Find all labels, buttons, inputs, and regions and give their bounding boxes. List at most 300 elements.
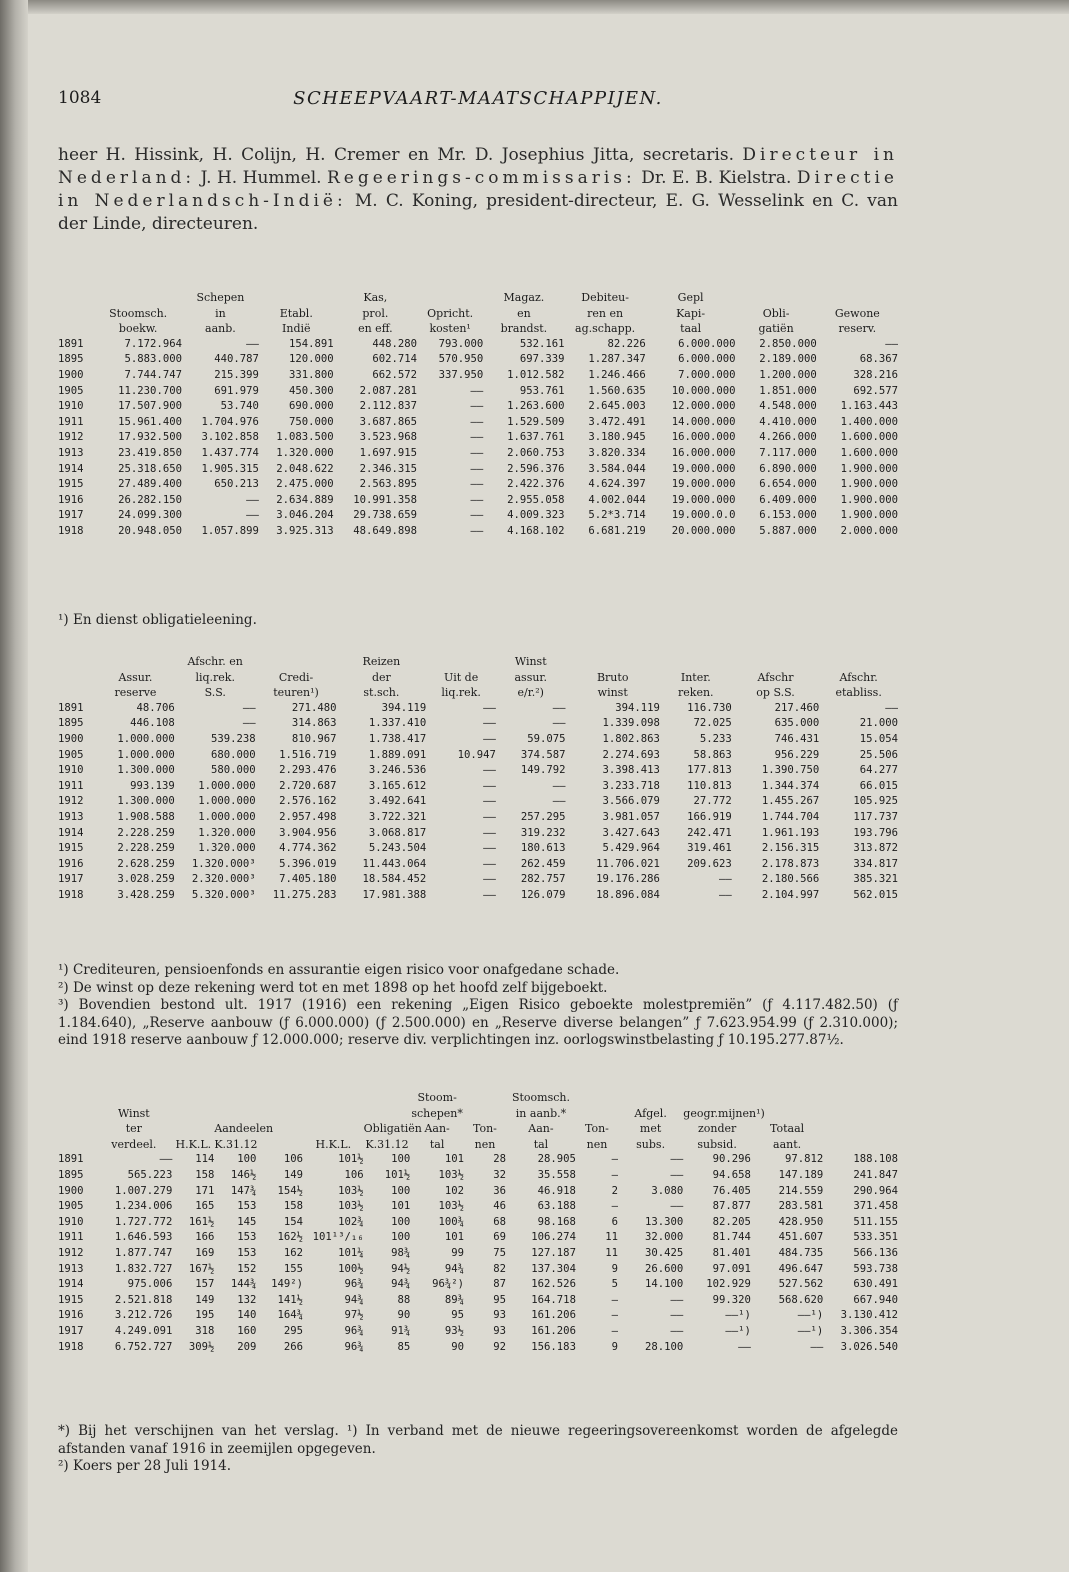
column-header: ter <box>125 1122 142 1136</box>
table-cell: 2.180.566 <box>761 873 820 886</box>
column-header: en eff. <box>358 322 393 336</box>
table-cell: 106 <box>344 1168 364 1181</box>
table-cell: 2.156.315 <box>761 842 820 855</box>
page-top-edge <box>28 0 1069 14</box>
column-header <box>256 1137 303 1153</box>
table-cell: 153 <box>237 1246 257 1259</box>
table-cell: 126.079 <box>520 888 566 901</box>
table-cell: 810.967 <box>291 732 337 745</box>
table-cell: 5.887.000 <box>759 524 817 537</box>
table1-header-row <box>58 290 898 306</box>
column-header: Ton- <box>584 1122 609 1136</box>
table-row <box>58 1230 898 1246</box>
table-cell: 496.647 <box>778 1262 824 1275</box>
table-cell: 11.230.700 <box>118 384 182 397</box>
table-cell: 319.461 <box>687 842 732 855</box>
table-cell: 2.293.476 <box>279 764 337 777</box>
table-cell: 100 <box>237 1153 257 1166</box>
table-cell: 5.2*3.714 <box>588 509 646 522</box>
table3-header-row <box>58 1137 898 1153</box>
year-cell: 1911 <box>58 779 84 792</box>
column-header: aant. <box>773 1137 802 1151</box>
table-cell: 209.623 <box>687 857 732 870</box>
table-cell: 4.002.044 <box>588 493 646 506</box>
table-cell: 1.163.443 <box>840 400 898 413</box>
table-cell: 1.851.000 <box>759 384 817 397</box>
table-cell: 120.000 <box>289 353 334 366</box>
column-header: Magaz. <box>503 291 545 304</box>
table-cell: 5.883.000 <box>124 353 182 366</box>
table-cell: — <box>611 1309 618 1322</box>
table-cell: 511.155 <box>853 1215 898 1228</box>
intro-text-2: J. H. Hummel. <box>200 168 322 188</box>
table-row <box>58 826 898 842</box>
table-cell: 2 <box>611 1184 618 1197</box>
table-cell: 28.100 <box>645 1340 684 1353</box>
table-cell: — <box>611 1200 618 1213</box>
table3-header-row <box>58 1090 898 1106</box>
table-cell: 1.000.000 <box>117 748 175 761</box>
table-cell: 95 <box>493 1293 506 1306</box>
table-cell: 2.274.693 <box>602 748 660 761</box>
column-header: K.31.12 <box>214 1137 258 1151</box>
year-cell: 1913 <box>58 446 84 459</box>
year-cell: 1891 <box>58 701 84 714</box>
table-cell: —— <box>483 888 496 901</box>
table-cell: 334.817 <box>853 857 898 870</box>
page-number: 1084 <box>58 88 102 108</box>
table-cell: 59.075 <box>527 732 566 745</box>
table-cell: 91¾ <box>391 1324 411 1337</box>
table-cell: 26.600 <box>645 1262 684 1275</box>
table-cell: 195 <box>195 1309 215 1322</box>
table-cell: 99 <box>451 1246 464 1259</box>
table-cell: 6.000.000 <box>678 353 736 366</box>
table-cell: 4.168.102 <box>507 524 565 537</box>
table-cell: 374.587 <box>520 748 566 761</box>
column-header <box>95 1090 172 1106</box>
table-cell: 85 <box>397 1340 411 1353</box>
year-cell: 1917 <box>58 1324 84 1337</box>
table-cell: 177.813 <box>687 764 732 777</box>
table-cell: 162.526 <box>531 1278 576 1291</box>
column-header <box>214 1090 256 1106</box>
table-cell: 750.000 <box>289 415 334 428</box>
column-header: taal <box>680 322 702 336</box>
table-cell: 11 <box>605 1246 618 1259</box>
table-cell: 10.947 <box>457 748 496 761</box>
table-cell: 4.009.323 <box>507 509 565 522</box>
column-header: liq.rek. <box>441 686 481 700</box>
table-row <box>58 415 898 431</box>
table-cell: 32 <box>493 1168 506 1181</box>
table-cell: 116.730 <box>687 701 732 714</box>
column-header: Winst <box>514 655 547 668</box>
table-row <box>58 1324 898 1340</box>
column-header: teuren¹) <box>273 686 319 700</box>
year-cell: 1913 <box>58 1262 84 1275</box>
table-cell: 3.472.491 <box>588 415 646 428</box>
table-cell: 11.706.021 <box>596 857 660 870</box>
table-cell: 6.890.000 <box>759 462 817 475</box>
table-cell: 3.130.412 <box>840 1309 898 1322</box>
table-cell: 1.900.000 <box>840 478 898 491</box>
table-cell: 451.607 <box>778 1231 824 1244</box>
column-header <box>58 1090 95 1106</box>
table-cell: 100¾ <box>438 1215 464 1228</box>
column-header <box>618 1090 683 1106</box>
table-cell: 539.238 <box>210 732 256 745</box>
table-cell: 19.176.286 <box>596 873 660 886</box>
column-header <box>732 654 820 670</box>
column-header: H.K.L. <box>315 1137 352 1151</box>
table-cell: 5.396.019 <box>279 857 337 870</box>
column-header: S.S. <box>204 686 226 700</box>
table-row <box>58 701 898 717</box>
table-cell: 7.000.000 <box>678 368 736 381</box>
table-cell: 94¾ <box>391 1278 411 1291</box>
year-cell: 1895 <box>58 717 84 730</box>
column-header: in aanb.* <box>515 1106 567 1120</box>
column-header <box>58 1137 95 1153</box>
column-header: Kas, <box>363 291 388 304</box>
table-cell: 14.000.000 <box>671 415 736 428</box>
table-cell: 319.232 <box>520 826 566 839</box>
table-cell: 3.492.641 <box>368 795 427 808</box>
table-cell: 1.300.000 <box>117 764 175 777</box>
year-cell: 1900 <box>58 1184 84 1197</box>
year-cell: 1916 <box>58 857 84 870</box>
table-cell: 337.950 <box>438 368 484 381</box>
table-row <box>58 841 898 857</box>
table2-header-row <box>58 685 898 701</box>
table-cell: 161.206 <box>531 1324 576 1337</box>
intro-label-2: Regeerings-commissaris: <box>327 168 636 188</box>
footnote-1 <box>58 612 898 630</box>
table-cell: 164.718 <box>531 1293 576 1306</box>
table-cell: 1.300.000 <box>117 795 175 808</box>
year-cell: 1914 <box>58 826 84 839</box>
table-cell: —— <box>483 717 496 730</box>
column-header <box>817 290 898 306</box>
table-cell: 19.000.0.0 <box>671 509 736 522</box>
table-cell: 69 <box>493 1231 506 1244</box>
table-cell: 1.263.600 <box>507 400 565 413</box>
table-cell: 1.889.091 <box>368 748 427 761</box>
table-row <box>58 810 898 826</box>
table-cell: 313.872 <box>853 842 898 855</box>
table1-header-row <box>58 306 898 322</box>
table-cell: 100 <box>391 1231 411 1244</box>
table-cell: 3.233.718 <box>602 779 660 792</box>
table-cell: —— <box>718 873 732 886</box>
table-cell: 101½ <box>384 1168 411 1181</box>
footnote-3-p1: *) Bij het verschijnen van het verslag. ¹) In verband met de nieuwe regeeringsovereenkomst worden de afgelegde afstanden vanaf 1916 in zeemijlen opgegeven. <box>58 1423 898 1457</box>
table-cell: 155 <box>283 1262 303 1275</box>
column-header: Winst <box>117 1106 150 1120</box>
column-header <box>426 654 496 670</box>
table-cell: 17.507.900 <box>118 400 182 413</box>
table-cell: 58.863 <box>693 748 732 761</box>
column-header: Gepl <box>677 291 704 304</box>
table-row <box>58 1215 898 1231</box>
table-cell: —— <box>483 826 496 839</box>
column-header: Stoom- <box>417 1091 457 1104</box>
table-cell: 2.596.376 <box>507 462 565 475</box>
year-cell: 1917 <box>58 873 84 886</box>
column-header: Indië <box>282 322 311 336</box>
table-cell: 1.832.727 <box>114 1262 173 1275</box>
table-cell: 100½ <box>338 1262 364 1275</box>
table-cell: 3.687.865 <box>359 415 418 428</box>
table-cell: 4.249.091 <box>114 1324 173 1337</box>
table-cell: 102¾ <box>338 1215 364 1228</box>
table-cell: 1.877.747 <box>114 1246 173 1259</box>
year-cell: 1918 <box>58 1340 84 1353</box>
table-cell: 106.274 <box>531 1231 576 1244</box>
year-cell: 1917 <box>58 509 84 522</box>
column-header <box>683 1090 751 1106</box>
column-header: Aan- <box>424 1122 450 1136</box>
table-cell: 3.246.536 <box>368 764 427 777</box>
table-cell: 158 <box>283 1200 303 1213</box>
table-cell: 650.213 <box>214 478 259 491</box>
table-cell: 1.012.582 <box>507 368 565 381</box>
table-cell: 188.108 <box>853 1153 898 1166</box>
table-cell: —— <box>738 1340 751 1353</box>
table-cell: 100 <box>391 1215 411 1228</box>
table-cell: 257.295 <box>520 810 566 823</box>
year-cell: 1910 <box>58 1215 84 1228</box>
table-cell: 1.246.466 <box>588 368 646 381</box>
year-cell: 1891 <box>58 1153 84 1166</box>
column-header: aanb. <box>205 322 236 336</box>
column-header <box>259 290 334 306</box>
table-cell: 242.471 <box>687 826 732 839</box>
table-cell: 110.813 <box>687 779 732 792</box>
table-cell: 96¾ <box>344 1324 364 1337</box>
column-header: Afgel. <box>634 1106 667 1120</box>
table-row <box>58 477 898 493</box>
table-cell: 1.646.593 <box>114 1231 173 1244</box>
table-cell: 21.000 <box>859 717 898 730</box>
table-row <box>58 524 898 540</box>
column-header: verdeel. <box>111 1137 157 1151</box>
table-cell: 94¾ <box>444 1262 464 1275</box>
column-header: assur. <box>514 670 547 684</box>
year-cell: 1905 <box>58 384 84 397</box>
table-cell: 25.318.650 <box>118 462 182 475</box>
year-cell: 1911 <box>58 1231 84 1244</box>
table-cell: 448.280 <box>372 337 418 350</box>
column-header <box>58 654 96 670</box>
table-cell: 94¾ <box>344 1293 364 1306</box>
table-cell: 103½ <box>338 1200 364 1213</box>
table-cell: 105.925 <box>853 795 898 808</box>
table-cell: 1.900.000 <box>840 462 898 475</box>
table-cell: 3.306.354 <box>840 1324 898 1337</box>
column-header <box>417 290 483 306</box>
year-cell: 1912 <box>58 1246 84 1259</box>
table-cell: 35.558 <box>537 1168 576 1181</box>
table-cell: 3.165.612 <box>368 779 427 792</box>
table-cell: 3.428.259 <box>117 888 175 901</box>
table-cell: 793.000 <box>438 337 484 350</box>
column-header <box>172 1090 214 1106</box>
table-cell: —— <box>483 857 496 870</box>
table-cell: 993.139 <box>130 779 175 792</box>
table-cell: 3.180.945 <box>588 431 646 444</box>
table-cell: —— <box>246 337 259 350</box>
column-header: op S.S. <box>756 686 795 700</box>
table-cell: 149 <box>195 1293 215 1306</box>
table-cell: 1.637.761 <box>507 431 565 444</box>
table-cell: 3.026.540 <box>840 1340 898 1353</box>
table-cell: 81.401 <box>712 1246 751 1259</box>
table-cell: —— <box>470 509 484 522</box>
table-cell: 89¾ <box>444 1293 464 1306</box>
column-header <box>735 290 816 306</box>
table-cell: —— <box>483 810 496 823</box>
table-cell: 27.489.400 <box>118 478 182 491</box>
column-header: Kapi- <box>676 306 706 320</box>
table-cell: 14.100 <box>645 1278 684 1291</box>
table-cell: 102.929 <box>706 1278 751 1291</box>
table-cell: —— <box>246 509 259 522</box>
table-row <box>58 446 898 462</box>
table-cell: 2.955.058 <box>507 493 565 506</box>
footnote-3 <box>58 1423 898 1476</box>
table-cell: 602.714 <box>372 353 418 366</box>
column-header: e/r.²) <box>517 686 544 700</box>
table-cell: 318 <box>195 1324 215 1337</box>
table-cell: 92 <box>493 1340 506 1353</box>
table-row <box>58 1308 898 1324</box>
column-header <box>256 654 337 670</box>
table-cell: 5.320.000³ <box>191 888 256 901</box>
table-row <box>58 1293 898 1309</box>
table-cell: 5 <box>611 1278 618 1291</box>
table-cell: 1.083.500 <box>276 431 334 444</box>
table-cell: —— <box>470 462 484 475</box>
column-header: in <box>215 306 226 320</box>
table-cell: 165 <box>195 1200 215 1213</box>
table-cell: 2.178.873 <box>761 857 820 870</box>
table-cell: 2.563.895 <box>359 478 418 491</box>
table-cell: 593.738 <box>853 1262 898 1275</box>
table-cell: 13.300 <box>645 1215 684 1228</box>
table-cell: 385.321 <box>853 873 898 886</box>
table-cell: 241.847 <box>853 1168 898 1181</box>
table-cell: 101½ <box>338 1153 364 1166</box>
table-cell: 1.000.000 <box>198 779 256 792</box>
table-row <box>58 872 898 888</box>
table-cell: 2.634.889 <box>276 493 334 506</box>
table-row <box>58 1152 898 1168</box>
table-cell: 76.405 <box>712 1184 751 1197</box>
year-cell: 1905 <box>58 1200 84 1213</box>
table-cell: —— <box>483 779 496 792</box>
table-cell: 10.991.358 <box>353 493 418 506</box>
table-cell: 166 <box>195 1231 215 1244</box>
year-cell: 1912 <box>58 431 84 444</box>
table-cell: 114 <box>195 1153 215 1166</box>
year-cell: 1915 <box>58 478 84 491</box>
table-cell: 1.400.000 <box>840 415 898 428</box>
table3-header-row <box>58 1121 898 1137</box>
table-cell: —— <box>483 764 496 777</box>
table1-header-row <box>58 321 898 337</box>
year-cell: 1910 <box>58 764 84 777</box>
table-cell: 4.624.397 <box>588 478 646 491</box>
table-cell: 96¾ <box>344 1340 364 1353</box>
table-row <box>58 1199 898 1215</box>
column-header: tal <box>429 1137 445 1151</box>
table-cell: —— <box>483 701 496 714</box>
column-header <box>172 1121 214 1137</box>
table-cell: 149.792 <box>520 764 566 777</box>
table-cell: —— <box>246 493 259 506</box>
table-cell: 95 <box>451 1309 464 1322</box>
table-cell: ——¹) <box>725 1324 751 1337</box>
table-row <box>58 493 898 509</box>
table-cell: 446.108 <box>130 717 175 730</box>
table-row <box>58 1184 898 1200</box>
table-cell: 98¾ <box>391 1246 411 1259</box>
column-header: liq.rek. <box>195 670 235 684</box>
table-cell: 394.119 <box>615 701 660 714</box>
table-cell: 2.087.281 <box>359 384 418 397</box>
table-cell: 12.000.000 <box>671 400 736 413</box>
column-header <box>58 1106 95 1122</box>
table-cell: 282.757 <box>520 873 566 886</box>
table-cell: 428.950 <box>778 1215 824 1228</box>
table-cell: 3.981.057 <box>602 810 660 823</box>
table-cell: 152 <box>237 1262 257 1275</box>
column-header: Obligatiën <box>363 1122 422 1136</box>
table-cell: 26.282.150 <box>118 493 182 506</box>
table-cell: 2.576.162 <box>279 795 337 808</box>
table-row <box>58 1277 898 1293</box>
table-cell: 99.320 <box>712 1293 751 1306</box>
table-cell: 271.480 <box>291 701 337 714</box>
column-header <box>58 685 96 701</box>
table-cell: 2.475.000 <box>276 478 334 491</box>
column-header: tal <box>533 1137 549 1151</box>
table-cell: 162½ <box>277 1231 303 1244</box>
table-cell: 30.425 <box>645 1246 684 1259</box>
table-cell: 570.950 <box>438 353 484 366</box>
table-row <box>58 1340 898 1356</box>
table-row <box>58 1262 898 1278</box>
table-cell: 7.172.964 <box>124 337 182 350</box>
table-cell: ——¹) <box>797 1324 824 1337</box>
table-cell: 46.918 <box>537 1184 576 1197</box>
table-cell: 2.060.753 <box>507 446 565 459</box>
column-header: Stoomsch. <box>511 1091 570 1104</box>
table-cell: 15.054 <box>859 732 898 745</box>
table-cell: 1.560.635 <box>588 384 646 397</box>
table-cell: 82.226 <box>607 337 646 350</box>
year-cell: 1905 <box>58 748 84 761</box>
column-header: Uit de <box>443 670 479 684</box>
table-cell: 101 <box>444 1153 464 1166</box>
column-header: met <box>639 1122 662 1136</box>
column-header: Bruto <box>596 670 629 684</box>
table-cell: 161½ <box>188 1215 215 1228</box>
table-cell: 97.091 <box>712 1262 751 1275</box>
table-row <box>58 1168 898 1184</box>
